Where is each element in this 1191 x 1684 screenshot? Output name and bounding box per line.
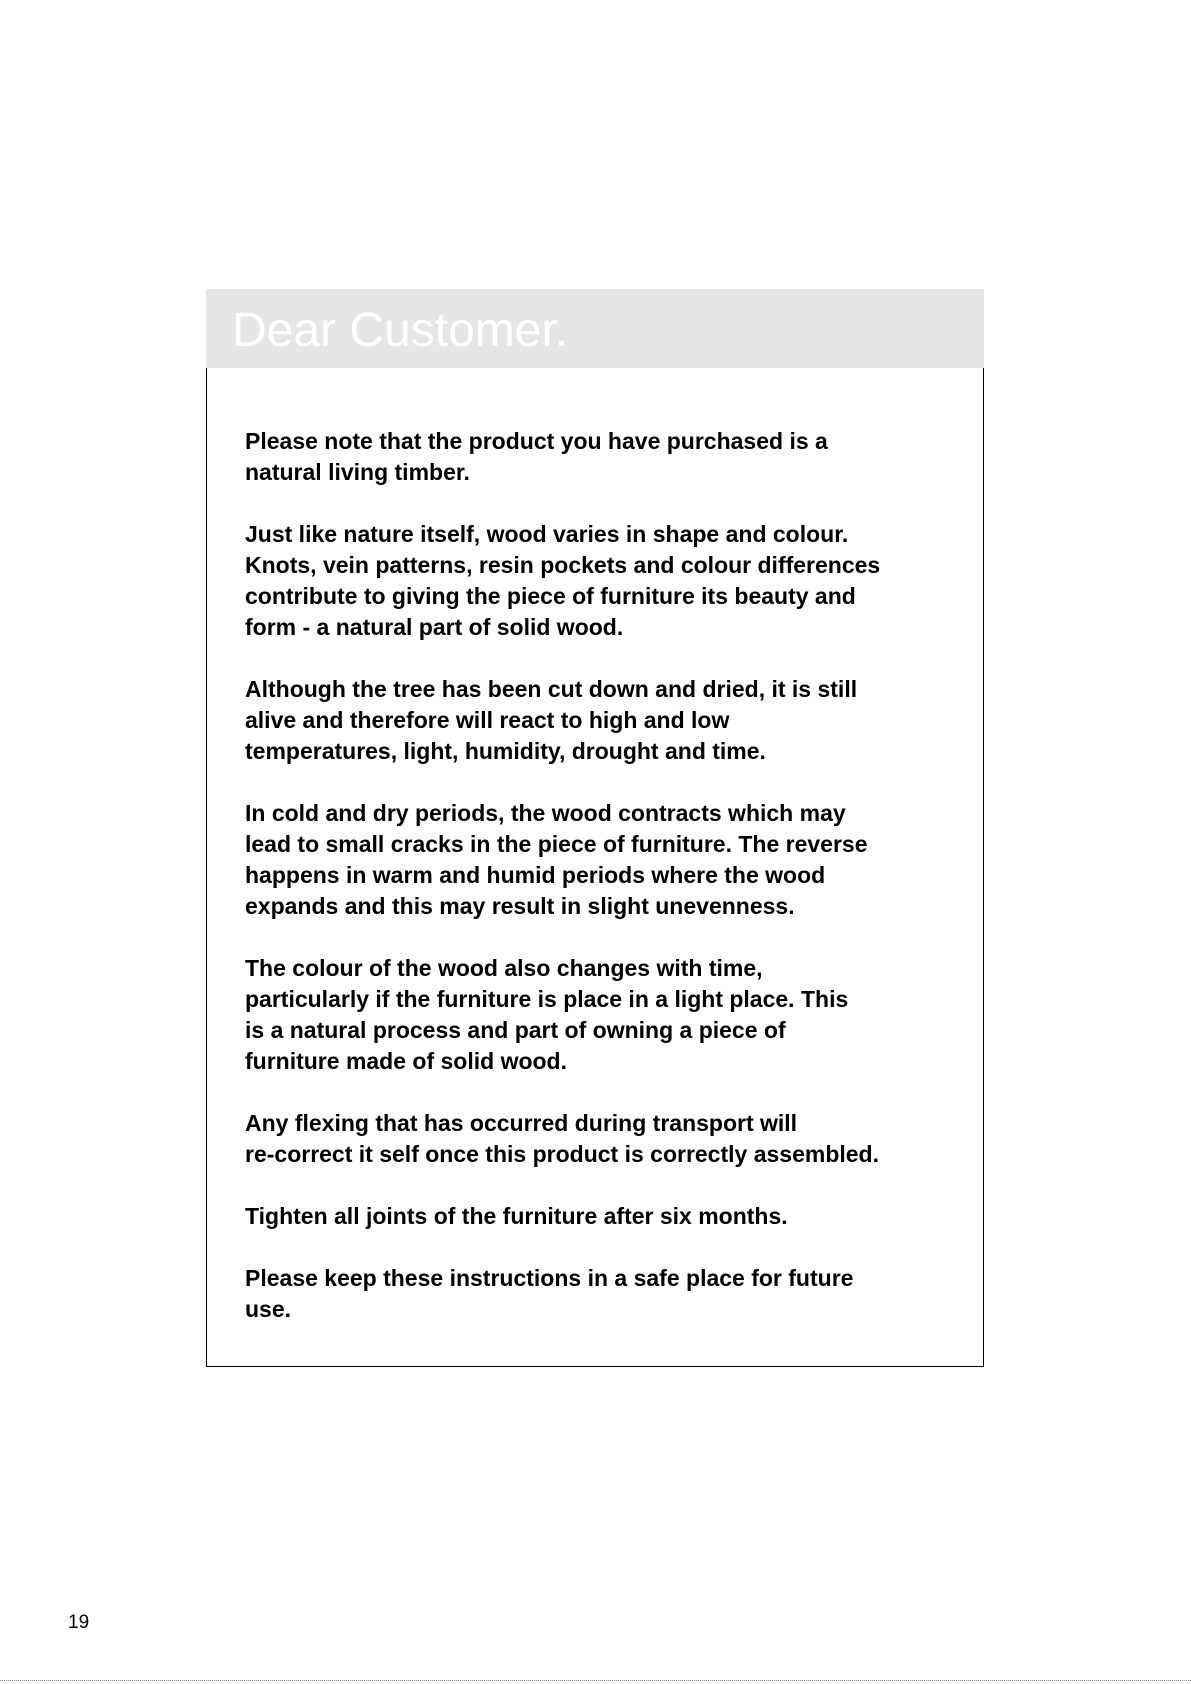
paragraph-wood-variation: Just like nature itself, wood varies in shape and colour. Knots, vein patterns, resin pockets and colour differences contribute to giving the piece of furniture its beauty and form - a natural part of solid wood.: [245, 521, 881, 640]
bottom-divider: [0, 1680, 1191, 1681]
notice-header-band: [206, 289, 984, 368]
notice-body: [245, 426, 975, 1356]
paragraph-natural-timber: Please note that the product you have purchased is a natural living timber.: [245, 428, 828, 485]
paragraph-tighten-joints: Tighten all joints of the furniture after six months.: [245, 1203, 788, 1229]
paragraph-keep-instructions: Please keep these instructions in a safe place for future use.: [245, 1265, 854, 1322]
paragraph-transport-flexing: Any flexing that has occurred during transport will re-correct it self once this product is correctly assembled.: [245, 1110, 879, 1167]
paragraph-colour-change: The colour of the wood also changes with time, particularly if the furniture is place in a light place. This is a natural process and part of owning a piece of furniture made of solid wood.: [245, 955, 849, 1074]
page-number: 19: [68, 1612, 90, 1633]
paragraph-contraction-expansion: In cold and dry periods, the wood contracts which may lead to small cracks in the piece of furniture. The reverse happens in warm and humid periods where the wood expands and this may result in slight unevenness.: [245, 800, 868, 919]
notice-title: Dear Customer.: [232, 304, 569, 357]
customer-notice-box: [206, 289, 984, 1367]
paragraph-wood-alive: Although the tree has been cut down and dried, it is still alive and therefore will react to high and low temperatures, light, humidity, drought and time.: [245, 676, 858, 764]
